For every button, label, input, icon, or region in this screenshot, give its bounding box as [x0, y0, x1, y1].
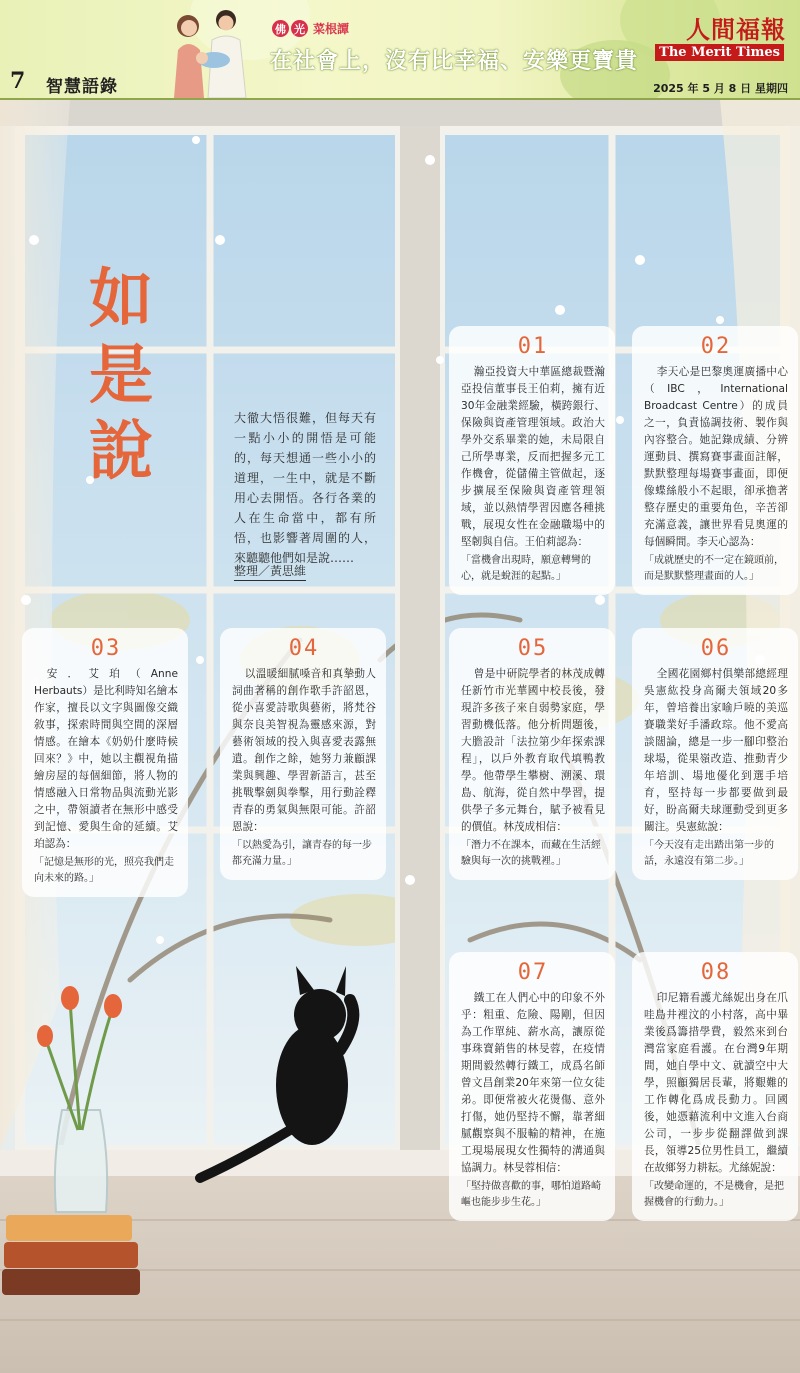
card-number: 05 [517, 636, 549, 661]
card-number: 01 [517, 334, 549, 359]
card-quote: 「改變命運的，不是機會，是把握機會的行動力。」 [644, 1181, 784, 1208]
quote-card [220, 628, 386, 880]
card-number: 07 [517, 960, 549, 985]
card-quote: 「堅持做喜歡的事，哪怕道路崎嶇也能步步生花。」 [461, 1181, 601, 1208]
card-number: 03 [90, 636, 122, 661]
card-body: 以溫暖細膩嗓音和真摯動人詞曲著稱的創作歌手許韶恩，從小喜愛詩歌與藝術，將梵谷與奈良美智視為靈感來源，對藝術領域的投入與喜愛表露無遺。創作之餘，她努力兼顧課業與興趣、學習新語言，甚至挑戰擊劍與拳擊，用行動詮釋青春的勇氣與無限可能。許韶恩說： [232, 668, 376, 833]
feature-title: 如是說 [89, 262, 153, 489]
card-quote: 「今天沒有走出踏出第一步的話，永遠沒有第二步。」 [644, 840, 774, 867]
column-name: 菜根譚 [313, 22, 350, 36]
card-body: 印尼籍看護尤絲妮出身在爪哇島井裡汶的小村落，高中畢業後爲籌措學費，毅然來到台灣當家庭看護。在台灣9年期間，她自學中文、就讀空中大學，照顧獨居長輩，將艱難的工作轉化爲成長動力。回國後，她憑藉流利中文進入台商公司，一步步從翻譯做到課長，領導25位男性員工，繼續在故鄉努力耕耘。尤絲妮說： [644, 992, 788, 1174]
card-body: 瀚亞投資大中華區總裁暨瀚亞投信董事長王伯莉，擁有近30年金融業經驗，橫跨銀行、保險與資產管理領域。政治大學外交系畢業的她，未局限自己所學專業，反而把握多元工作機會，從儲備主管做起，逐步擴展至保險與資產管理領域，並以熱情學習因應各種挑戰，展現女性在金融職場中的堅韌與自信。王伯莉認為： [461, 366, 605, 548]
card-body: 曾是中研院學者的林茂成轉任新竹市光華國中校長後，發現許多孩子來自弱勢家庭，學習動機低落。他分析問題後，大膽設計「法拉第少年探索課程」，以戶外教育取代填鴨教學。他帶學生攀樹、溯溪、環島、航海，從自然中學習，提供學子多元舞台，賦予被看見的價值。林茂成相信： [461, 668, 605, 833]
quote-card [632, 952, 798, 1221]
quote-card [632, 326, 798, 595]
masthead-logo: 人間福報 [686, 15, 786, 44]
section-title: 智慧語錄 [46, 77, 118, 97]
card-body: 鐵工在人們心中的印象不外乎：粗重、危險、陽剛，但因為工作單純、薪水高，讓原從事珠寶銷售的林旻蓉，在疫情期間毅然轉行鐵工，成爲名師曾文昌創業20年來第一位女徒弟。即便常被火花燙傷、意外打傷，她仍堅持不懈，靠著細膩觀察與不服輸的精神，在施工現場展現女性獨特的溝通與協調力。林旻蓉相信： [461, 992, 605, 1174]
column-badge [272, 20, 349, 37]
card-number: 02 [700, 334, 732, 359]
family-illustration [160, 4, 260, 98]
masthead-english: The Merit Times [655, 44, 784, 61]
card-number: 08 [700, 960, 732, 985]
feature-intro: 大徹大悟很難，但每天有一點小小的開悟是可能的，每天想通一些小小的道理，一生中，就是不斷用心去開悟。各行各業的人在生命當中，都有所悟，也影響著周圍的人，來聽聽他們如是說…… [234, 411, 376, 565]
card-quote: 「潛力不在課本，而藏在生活經驗與每一次的挑戰裡。」 [461, 840, 601, 867]
feature-credit: 整理／黃思維 [234, 562, 306, 581]
page-header [0, 0, 800, 100]
card-quote: 「以熱愛為引，讓青春的每一步都充滿力量。」 [232, 840, 372, 867]
issue-date: 2025 年 5 月 8 日 星期四 [653, 82, 788, 95]
quote-card [449, 326, 615, 595]
card-body: 李天心是巴黎奧運廣播中心（IBC，International Broadcast Centre）的成員之一，負責協調技術、製作與內容整合。她記錄成績、分辨運動員、撰寫賽事畫面註解，默默整理每場賽事畫面，即便像蝶絲般小不起眼，卻承擔著整存歷史的重要角色，辛苦卻充滿意義，讓世界看見奧運的每個瞬間。李天心認為： [644, 366, 788, 548]
window-illustration [0, 100, 800, 1373]
badge-char-1: 佛 [272, 20, 289, 37]
quote-card [632, 628, 798, 880]
quote-card [449, 628, 615, 880]
card-number: 06 [700, 636, 732, 661]
badge-char-2: 光 [291, 20, 308, 37]
card-quote: 「當機會出現時，願意轉彎的心，就是蛻涯的起點。」 [461, 555, 591, 582]
card-number: 04 [288, 636, 320, 661]
header-slogan: 在社會上，沒有比幸福、安樂更寶貴 [270, 48, 639, 74]
card-quote: 「記憶是無形的光，照亮我們走向未來的路。」 [34, 857, 174, 884]
quote-card [449, 952, 615, 1221]
quote-card [22, 628, 188, 897]
page-number: 7 [10, 68, 26, 94]
card-body: 全國花園鄉村俱樂部總經理吳憲紘投身高爾夫領域20多年，曾培養出家喻戶曉的美巡賽職業好手潘政琮。他不愛高談闊論，總是一步一腳印整治球場，從果嶺改造、推動青少年培訓、場地優化到選手培育，堅持每一步都要做到最好，盼高爾夫球運動受到更多關注。吳憲紘說： [644, 668, 788, 833]
card-quote: 「成就歷史的不一定在鏡頭前，而是默默整理畫面的人。」 [644, 555, 784, 582]
card-body: 安．艾珀（Anne Herbauts）是比利時知名繪本作家，擅長以文字與圖像交織敘事，探索時間與空間的深層情感。在繪本《奶奶什麼時候回來？》中，她以主觀視角描繪房屋的每個細節，將人物的情感融入日常物品與流動光影之中，帶領讀者在無形中感受到記憶、愛與生命的延續。艾珀認為： [34, 668, 178, 850]
